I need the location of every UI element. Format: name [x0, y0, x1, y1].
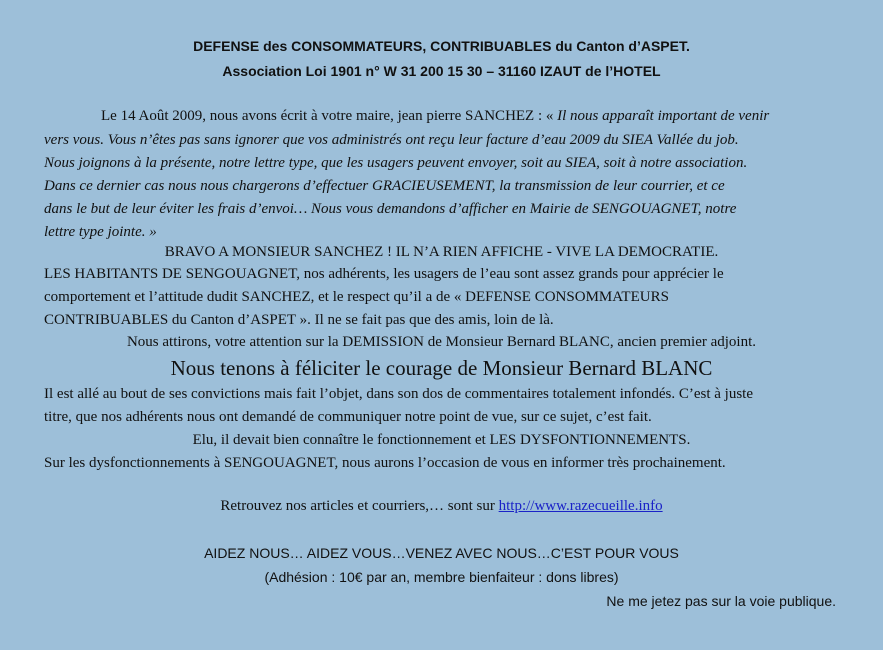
letter-quote-start: Il nous apparaît important de venir	[557, 108, 770, 124]
bravo-line: BRAVO A MONSIEUR SANCHEZ ! IL N’A RIEN AFFICHE - VIVE LA DEMOCRATIE.	[164, 244, 719, 260]
header-association: Association Loi 1901 n° W 31 200 15 30 – 31160 IZAUT de l’HOTEL	[222, 63, 661, 79]
letter-quote-line: Dans ce dernier cas nous nous chargerons d’effectuer GRACIEUSEMENT, la transmission de leur courrier, et ce	[44, 178, 725, 194]
letter-quote-line: dans le but de leur éviter les frais d’envoi… Nous vous demandons d’afficher en Mairie de SENGOUAGNET, notre	[44, 201, 737, 217]
attention-line: Nous attirons, votre attention sur la DEMISSION de Monsieur Bernard BLANC, ancien premier adjoint.	[126, 334, 757, 350]
convictions-line: titre, que nos adhérents nous ont demandé de communiquer notre point de vue, sur ce sujet, c’est fait.	[44, 409, 652, 425]
letter-quote-line: Nous joignons à la présente, notre lettre type, que les usagers peuvent envoyer, soit au SIEA, soit à notre association.	[44, 155, 748, 171]
convictions-line: Il est allé au bout de ses convictions mais fait l’objet, dans son dos de commentaires totalement infondés. C’est à juste	[44, 386, 753, 402]
paragraph-line: comportement et l’attitude dudit SANCHEZ, et le respect qu’il a de « DEFENSE CONSOMMATEURS	[44, 289, 669, 305]
letter-intro: Le 14 Août 2009, nous avons écrit à votre maire, jean pierre SANCHEZ : «	[101, 108, 558, 124]
adhesion-line: (Adhésion : 10€ par an, membre bienfaiteur : dons libres)	[264, 569, 619, 585]
elu-line: Elu, il devait bien connaître le fonctionnement et LES DYSFONTIONNEMENTS.	[192, 432, 691, 448]
cta-line: AIDEZ NOUS… AIDEZ VOUS…VENEZ AVEC NOUS…C’EST POUR VOUS	[204, 545, 679, 561]
articles-text: Retrouvez nos articles et courriers,… sont sur	[220, 498, 499, 514]
website-link[interactable]: http://www.razecueille.info	[498, 498, 663, 514]
paragraph-line: LES HABITANTS DE SENGOUAGNET, nos adhérents, les usagers de l’eau sont assez grands pour apprécier le	[44, 266, 724, 282]
ne-jetez-line: Ne me jetez pas sur la voie publique.	[606, 593, 836, 609]
header-title: DEFENSE des CONSOMMATEURS, CONTRIBUABLES du Canton d’ASPET.	[193, 38, 690, 54]
letter-quote-end: lettre type jointe. »	[44, 224, 157, 240]
letter-first-line	[101, 108, 769, 125]
paragraph-line: CONTRIBUABLES du Canton d’ASPET ». Il ne se fait pas que des amis, loin de là.	[44, 312, 554, 328]
headline: Nous tenons à féliciter le courage de Monsieur Bernard BLANC	[170, 356, 713, 380]
articles-line	[0, 498, 883, 515]
letter-quote-line: vers vous. Vous n’êtes pas sans ignorer que vos administrés ont reçu leur facture d’eau 2009 du SIEA Vallée du job.	[44, 132, 739, 148]
dysfonctionnements-line: Sur les dysfonctionnements à SENGOUAGNET, nous aurons l’occasion de vous en informer très prochainement.	[44, 455, 726, 471]
